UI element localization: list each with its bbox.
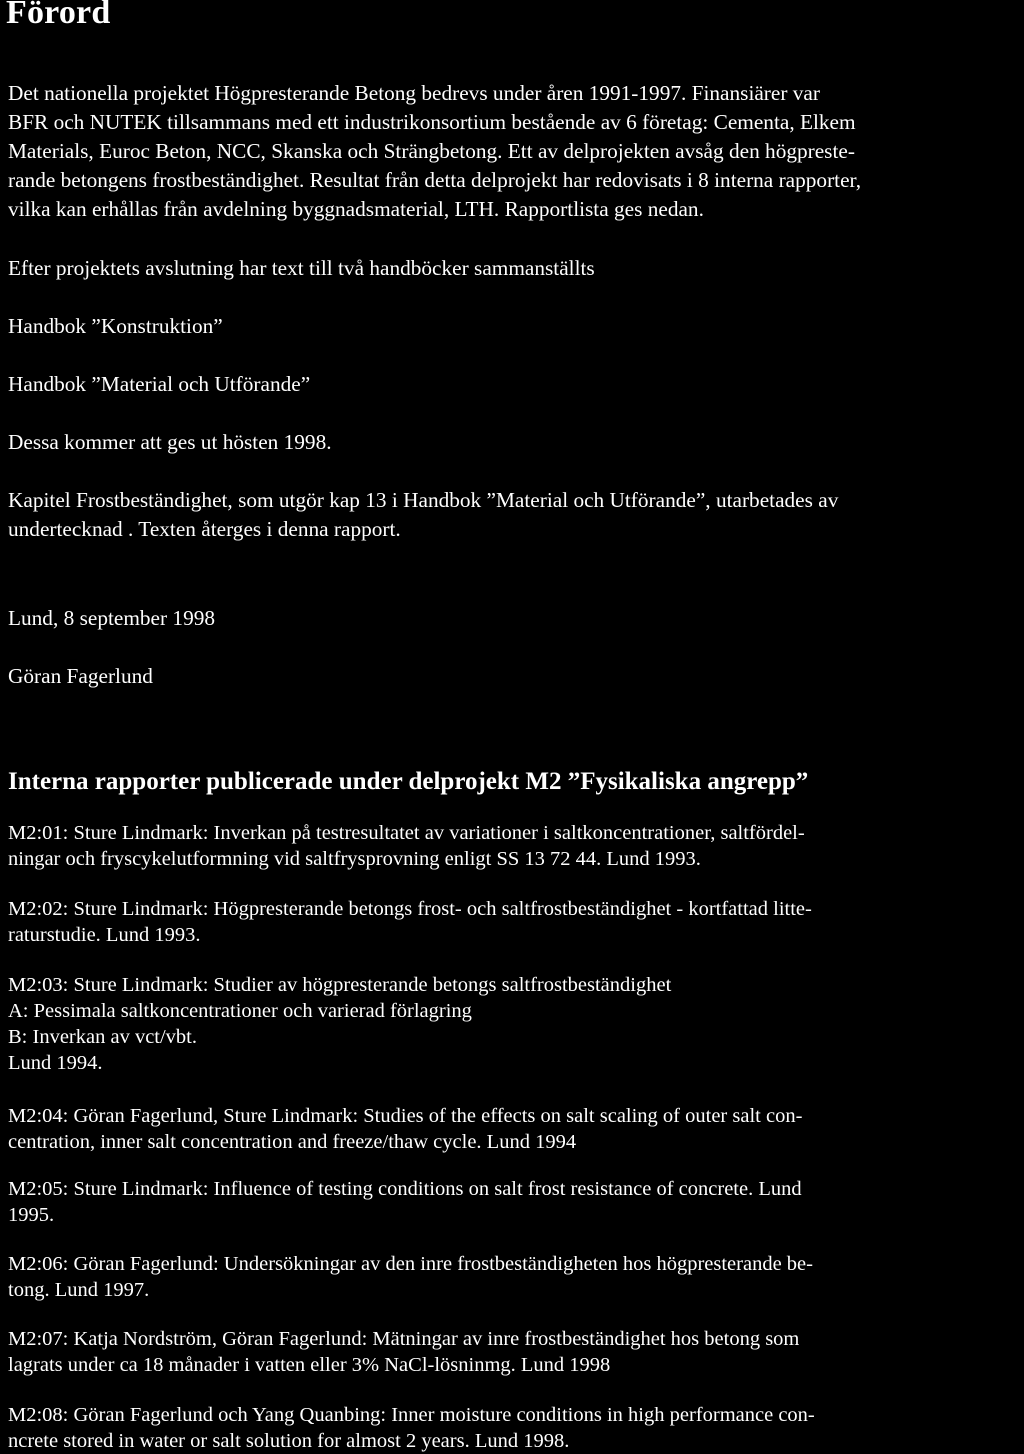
handbooks-intro: Efter projektets avslutning har text till två handböcker sammanställts: [8, 256, 595, 280]
report-item: M2:07: Katja Nordström, Göran Fagerlund: Mätningar av inre frostbeständighet hos betong som lagrats under ca 18 månader i vatten eller 3% NaCl-lösninmg. Lund 1998: [8, 1328, 800, 1376]
report-item: M2:04: Göran Fagerlund, Sture Lindmark: Studies of the effects on salt scaling of outer salt con- centration, inner salt concentration and freeze/thaw cycle. Lund 1994: [8, 1105, 803, 1153]
report-item: M2:05: Sture Lindmark: Influence of testing conditions on salt frost resistance of concrete. Lund 1995.: [8, 1178, 802, 1226]
page-title: Förord: [6, 0, 111, 31]
chapter-note: Kapitel Frostbeständighet, som utgör kap 13 i Handbok ”Material och Utförande”, utarbetades av undertecknad . Texten återges i denna rapport.: [8, 488, 839, 541]
report-item: M2:08: Göran Fagerlund och Yang Quanbing: Inner moisture conditions in high performance con- ncrete stored in water or salt solution for almost 2 years. Lund 1998.: [8, 1404, 815, 1452]
signature: Göran Fagerlund: [8, 664, 153, 688]
publication-note: Dessa kommer att ges ut hösten 1998.: [8, 430, 332, 454]
reports-heading: Interna rapporter publicerade under delprojekt M2 ”Fysikaliska angrepp”: [8, 768, 809, 795]
report-item: M2:01: Sture Lindmark: Inverkan på testresultatet av variationer i saltkoncentrationer, saltfördel- ningar och fryscykelutformning vid saltfrysprovning enligt SS 13 72 44. Lund 1993.: [8, 822, 805, 870]
report-item: M2:06: Göran Fagerlund: Undersökningar av den inre frostbeständigheten hos högpresterande be- tong. Lund 1997.: [8, 1253, 813, 1301]
intro-paragraph: Det nationella projektet Högpresterande Betong bedrevs under åren 1991-1997. Finansiärer var BFR och NUTEK tillsammans med ett industrikonsortium bestående av 6 företag: Cementa, Elkem Materials, Euroc Beton, NCC, Skanska och Strängbetong. Ett av delprojekten avsåg den högpreste- rande betongens frostbeständighet. Resultat från detta delprojekt har redovisats i 8 interna rapporter, vilka kan erhållas från avdelning byggnadsmaterial, LTH. Rapportlista ges nedan.: [8, 81, 862, 221]
handbook-konstruktion: Handbok ”Konstruktion”: [8, 314, 223, 338]
report-item: M2:03: Sture Lindmark: Studier av högpresterande betongs saltfrostbeständighet A: Pessimala saltkoncentrationer och varierad förlagring B: Inverkan av vct/vbt. Lund 1994.: [8, 974, 672, 1074]
place-date: Lund, 8 september 1998: [8, 606, 216, 630]
handbook-material: Handbok ”Material och Utförande”: [8, 372, 311, 396]
report-item: M2:02: Sture Lindmark: Högpresterande betongs frost- och saltfrostbeständighet - kortfattad litte- raturstudie. Lund 1993.: [8, 898, 812, 946]
